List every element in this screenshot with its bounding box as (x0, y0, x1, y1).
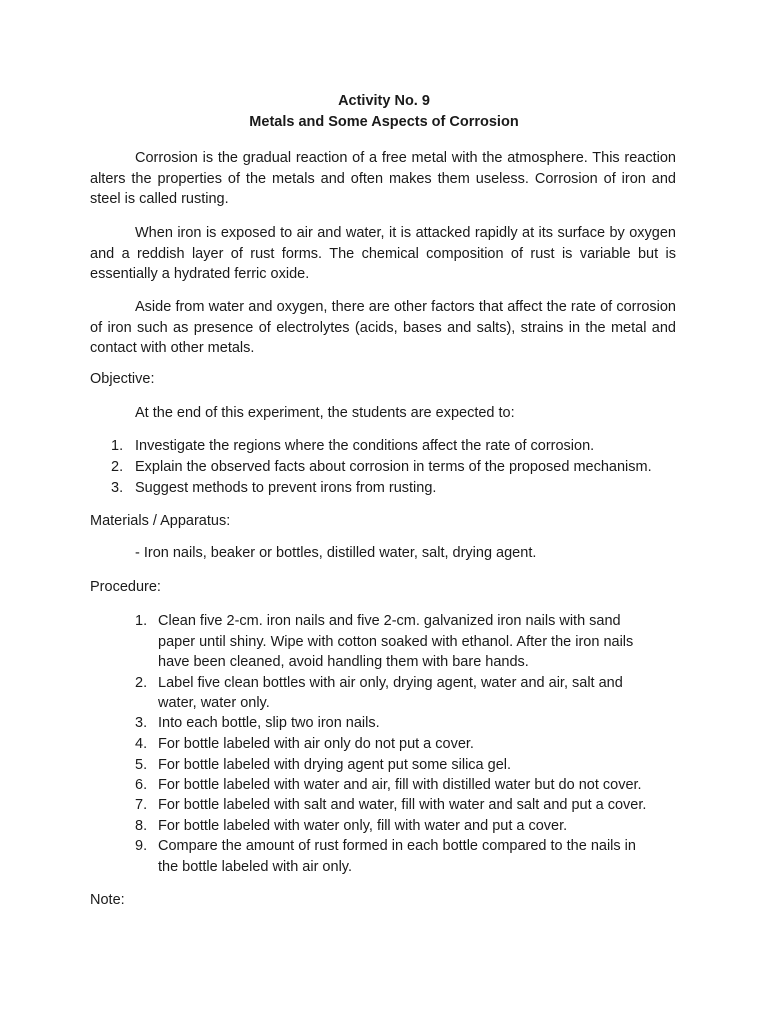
activity-subtitle: Metals and Some Aspects of Corrosion (249, 114, 519, 130)
note-heading: Note: (90, 892, 125, 908)
list-text: For bottle labeled with air only do not put a cover. (158, 736, 474, 752)
list-text: Explain the observed facts about corrosion in terms of the proposed mechanism. (135, 459, 652, 475)
list-text: Compare the amount of rust formed in each bottle compared to the nails in (158, 838, 636, 854)
list-text: For bottle labeled with salt and water, fill with water and salt and put a cover. (158, 797, 647, 813)
list-text: paper until shiny. Wipe with cotton soaked with ethanol. After the iron nails (158, 634, 634, 650)
list-text: Clean five 2-cm. iron nails and five 2-cm. galvanized iron nails with sand (158, 613, 621, 629)
list-number: 5. (135, 757, 148, 773)
materials-item: - Iron nails, beaker or bottles, distilled water, salt, drying agent. (135, 545, 537, 561)
activity-title: Activity No. 9 (338, 93, 430, 109)
list-text: water, water only. (158, 695, 270, 711)
list-text: have been cleaned, avoid handling them with bare hands. (158, 654, 529, 670)
objective-intro: At the end of this experiment, the students are expected to: (135, 405, 515, 421)
list-number: 1. (111, 438, 124, 454)
list-text: For bottle labeled with water only, fill with water and put a cover. (158, 818, 568, 834)
list-number: 7. (135, 797, 148, 813)
list-number: 4. (135, 736, 148, 752)
list-number: 9. (135, 838, 148, 854)
list-text: the bottle labeled with air only. (158, 859, 352, 875)
intro-paragraph-2: When iron is exposed to air and water, it is attacked rapidly at its surface by oxygen and a reddish layer of rust forms. The chemical composition of rust is variable but is essentially a hydrated ferric oxide. (90, 225, 676, 282)
list-number: 3. (111, 480, 124, 496)
list-text: For bottle labeled with drying agent put some silica gel. (158, 757, 512, 773)
list-number: 3. (135, 715, 148, 731)
list-text: Suggest methods to prevent irons from rusting. (135, 480, 437, 496)
intro-paragraph-3: Aside from water and oxygen, there are other factors that affect the rate of corrosion of iron such as presence of electrolytes (acids, bases and salts), strains in the metal and contact with other metals. (90, 299, 676, 356)
list-number: 6. (135, 777, 148, 793)
materials-heading: Materials / Apparatus: (90, 513, 231, 529)
list-text: For bottle labeled with water and air, fill with distilled water but do not cover. (158, 777, 642, 793)
list-text: Into each bottle, slip two iron nails. (158, 715, 380, 731)
list-number: 2. (111, 459, 124, 475)
list-number: 8. (135, 818, 148, 834)
objective-heading: Objective: (90, 371, 155, 387)
procedure-heading: Procedure: (90, 579, 161, 595)
list-number: 2. (135, 675, 148, 691)
list-number: 1. (135, 613, 148, 629)
list-text: Label five clean bottles with air only, drying agent, water and air, salt and (158, 675, 623, 691)
list-text: Investigate the regions where the conditions affect the rate of corrosion. (135, 438, 595, 454)
intro-paragraph-1: Corrosion is the gradual reaction of a free metal with the atmosphere. This reaction alters the properties of the metals and often makes them useless. Corrosion of iron and steel is called rusting. (90, 150, 676, 207)
